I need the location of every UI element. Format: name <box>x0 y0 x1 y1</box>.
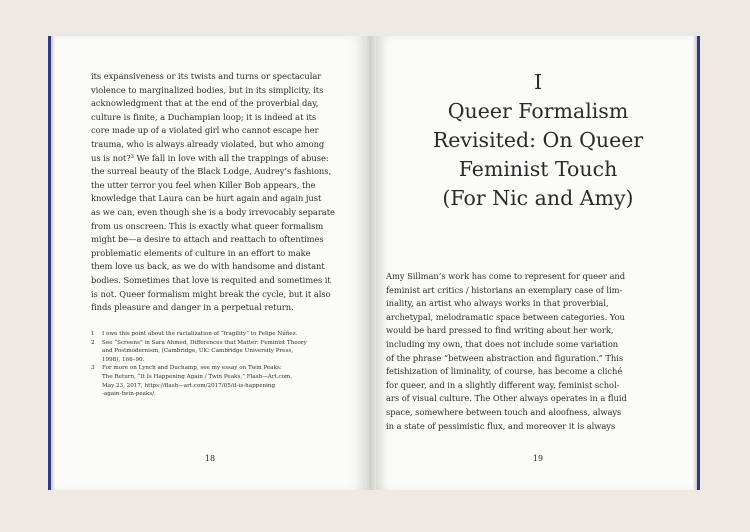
text-line: in a state of pessimistic flux, and moreover it is always <box>386 420 616 431</box>
text-line: finds pleasure and danger in a perpetual return. <box>91 302 294 313</box>
left-body-text <box>91 70 363 315</box>
text-line: inality, an artist who always works in that proverbial, <box>386 298 609 309</box>
chapter-title-line: Queer Formalism <box>447 99 629 123</box>
footnote <box>91 339 363 365</box>
text-line: problematic elements of culture in an effort to make <box>91 247 311 258</box>
footnote-text: -again-twin-peaks/. <box>102 391 156 398</box>
right-body-text <box>386 270 686 433</box>
footnote-number: 2 <box>91 339 95 346</box>
text-line: acknowledgment that at the end of the proverbial day, <box>91 98 319 109</box>
text-line: is not. Queer formalism might break the cycle, but it also <box>91 288 331 299</box>
text-line: might be—a desire to attach and reattach to oftentimes <box>91 234 324 245</box>
footnote-text: The Return, “It Is Happening Again / Twin Peaks,” Flash—Art.com, <box>102 373 293 380</box>
footnote-text: and Postmodernism, (Cambridge, UK: Cambridge University Press, <box>102 348 293 355</box>
footnote-number: 3 <box>91 365 95 372</box>
chapter-title-line: (For Nic and Amy) <box>442 186 634 210</box>
text-line: us is not?³ We fall in love with all the trappings of abuse: <box>91 152 329 163</box>
page-number: 18 <box>204 454 216 463</box>
text-line: knowledge that Laura can be hurt again and again just <box>91 193 322 204</box>
chapter-title-line: Feminist Touch <box>458 157 618 181</box>
footnotes <box>91 330 363 399</box>
book-gutter <box>365 36 376 490</box>
right-page <box>376 36 693 490</box>
text-line: for queer, and in a slightly different way, feminist schol- <box>386 379 620 390</box>
text-line: its expansiveness or its twists and turns or spectacular <box>91 71 322 81</box>
text-line: the utter terror you feel when Killer Bob appears, the <box>91 179 316 190</box>
footnote-number: 1 <box>91 331 95 337</box>
right-page-edge <box>693 36 700 490</box>
text-line: from us onscreen. This is exactly what queer formalism <box>91 220 324 231</box>
footnote-text: 1998), 166–90. <box>102 356 145 363</box>
footnote-text: May 23, 2017, https://flash—art.com/2017/05/it-is-happening <box>102 382 276 389</box>
text-line: as we can, even though she is a body irrevocably separate <box>91 206 335 217</box>
text-line: violence to marginalized bodies, but in its simplicity, its <box>91 84 324 95</box>
chapter-title <box>390 68 686 213</box>
text-line: ars of visual culture. The Other always operates in a fluid <box>386 393 627 404</box>
text-line: bodies. Sometimes that love is requited and sometimes it <box>91 274 331 285</box>
left-page <box>55 36 365 490</box>
footnote-text: I owe this point about the racialization of “fragility” to Felipe Núñez. <box>102 331 298 337</box>
footnote <box>91 364 363 398</box>
text-line: them love us back, as we do with handsome and distant <box>91 261 325 272</box>
text-line: fetishization of liminality, of course, has become a cliché <box>386 366 623 377</box>
footnote-text: For more on Lynch and Duchamp, see my essay on Twin Peaks: <box>102 365 282 372</box>
text-line: archetypal, melodramatic space between categories. You <box>386 311 625 322</box>
text-line: including my own, that does not include some variation <box>386 338 619 349</box>
chapter-title-line: Revisited: On Queer <box>432 128 644 152</box>
text-line: would be hard pressed to find writing about her work, <box>386 325 614 336</box>
page-number: 19 <box>532 454 544 463</box>
text-line: Amy Sillman’s work has come to represent for queer and <box>386 271 626 281</box>
text-line: core made up of a violated girl who cannot escape her <box>91 125 319 136</box>
text-line: the surreal beauty of the Black Lodge, Audrey’s fashions, <box>91 166 332 177</box>
footnote-text: See “Screens” in Sara Ahmed, Differences that Matter: Feminist Theory <box>102 339 307 346</box>
chapter-number: I <box>533 70 543 94</box>
text-line: culture is finite, a Duchampian loop; it is indeed at its <box>91 111 317 122</box>
text-line: trauma, who is always already violated, but who among <box>91 138 325 149</box>
text-line: feminist art critics / historians an exemplary case of lim- <box>386 284 623 295</box>
footnote <box>91 330 363 339</box>
left-page-edge <box>48 36 55 490</box>
text-line: space, somewhere between touch and aloofness, always <box>386 406 622 417</box>
text-line: of the phrase “between abstraction and figuration.” This <box>386 352 624 363</box>
